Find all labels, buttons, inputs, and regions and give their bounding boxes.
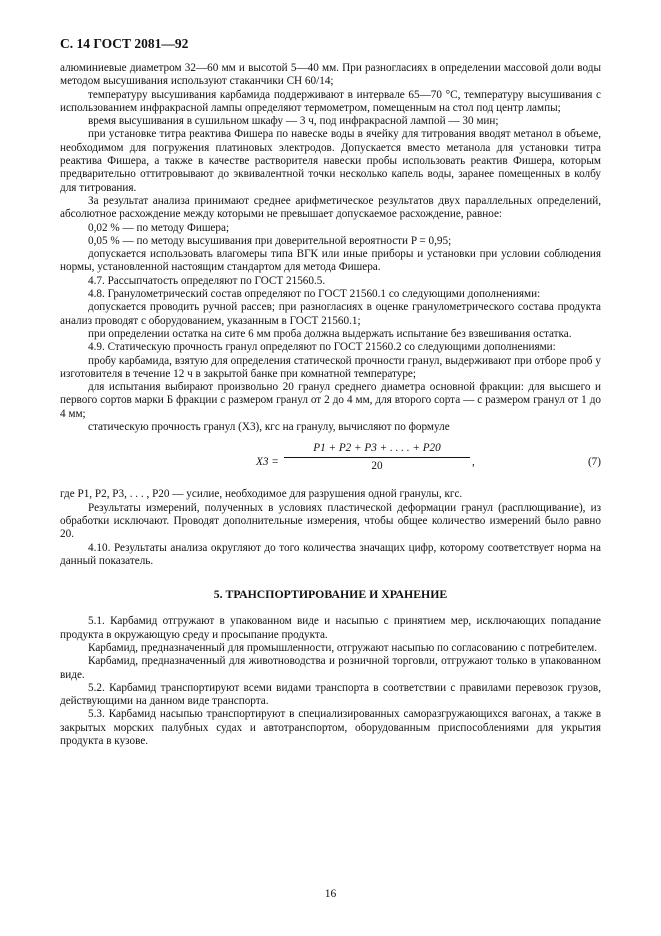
paragraph: допускается проводить ручной рассев; при разногласиях в оценке гранулометрического состава продукта анализ проводят с оборудованием, указанным в ГОСТ 21560.1; [60, 301, 601, 327]
paragraph: 5.2. Карбамид транспортируют всеми видами транспорта в соответствии с правилами перевозок грузов, действующими на данном виде транспорта. [60, 681, 601, 708]
paragraphs-top [60, 62, 601, 434]
paragraph: Результаты измерений, полученных в условиях пластической деформации гранул (расплющивание), из обработки исключают. Проводят дополнительные измерения, чтобы общее количество измерений было равно 20. [60, 501, 601, 541]
paragraph: допускается использовать влагомеры типа ВГК или иные приборы и установки при условии соблюдения нормы, установленной настоящим стандартом для метода Фишера. [60, 248, 601, 274]
paragraph: 0,05 % — по методу высушивания при доверительной вероятности P = 0,95; [88, 234, 452, 247]
paragraph: 5.3. Карбамид насыпью транспортируют в специализированных саморазгружающихся вагонах, а также в закрытых морских палубных судах и автотранспортом, оборудованным приспособлениями для укрытия продукта в кузове. [60, 708, 601, 748]
paragraph: 5.1. Карбамид отгружают в упакованном виде и насыпью с принятием мер, исключающих попадание продукта в окружающую среду и просыпание продукта. [60, 615, 601, 641]
paragraph: для испытания выбирают произвольно 20 гранул среднего диаметра основной фракции: для высшего и первого сортов марки Б фракции с размером гранул от 2 до 4 мм, для второго сорта — с размером гранул от 1 до 4 мм; [60, 381, 601, 420]
paragraphs-mid [60, 488, 601, 568]
paragraphs-bottom [60, 615, 601, 748]
paragraph: температуру высушивания карбамида поддерживают в интервале 65—70 °С, температуру высушивания с использованием инфракрасной лампы определяют термометром, помещенным на стол под центр лампы; [60, 88, 601, 114]
paragraph: 4.10. Результаты анализа округляют до того количества значащих цифр, которому соответствует норма на данный показатель. [60, 541, 601, 567]
paragraph: 0,02 % — по методу Фишера; [88, 221, 230, 234]
paragraph: За результат анализа принимают среднее арифметическое результатов двух параллельных определений, абсолютное расхождение между которыми не превышает допускаемое расхождение, равное: [60, 194, 601, 221]
section-heading: 5. ТРАНСПОРТИРОВАНИЕ И ХРАНЕНИЕ [213, 587, 448, 602]
formula-comma: , [472, 456, 475, 469]
paragraph: Карбамид, предназначенный для промышленности, отгружают насыпью по согласованию с потребителем. [88, 641, 598, 654]
paragraph: алюминиевые диаметром 32—60 мм и высотой 5—40 мм. При разногласиях в определении массовой доли воды методом высушивания используют стаканчики СН 60/14; [60, 62, 601, 88]
paragraph: Карбамид, предназначенный для животноводства и розничной торговли, отгружают только в упакованном виде. [60, 655, 601, 681]
paragraph: 4.9. Статическую прочность гранул определяют по ГОСТ 21560.2 со следующими дополнениями: [88, 341, 556, 354]
paragraph: время высушивания в сушильном шкафу — 3 ч, под инфракрасной лампой — 30 мин; [88, 115, 499, 128]
paragraph: где P1, P2, P3, . . . , P20 — усилие, необходимое для разрушения одной гранулы, кгс. [60, 488, 463, 501]
formula-fraction [284, 442, 470, 473]
formula-denominator: 20 [371, 459, 383, 472]
page-header: С. 14 ГОСТ 2081—92 [60, 36, 189, 51]
paragraph: 4.8. Гранулометрический состав определяют по ГОСТ 21560.1 со следующими дополнениями: [88, 288, 541, 301]
page-number: 16 [324, 888, 337, 900]
paragraph: статическую прочность гранул (X3), кгс на гранулу, вычисляют по формуле [88, 421, 450, 434]
formula-7 [60, 442, 601, 482]
paragraph: 4.7. Рассыпчатость определяют по ГОСТ 21560.5. [88, 274, 326, 287]
paragraph: при установке титра реактива Фишера по навеске воды в ячейку для титрования вводят метанол в объеме, необходимом для погружения платиновых электродов. Допускается вместо метанола для установки титра реактива Фишера, а также в качестве растворителя навески пробы использовать реактив Фишера, которым предварительно оттитровывают до эквивалентной точки несколько капель воды, заранее помещенных в колбу для титрования. [60, 128, 601, 194]
formula-numerator: P1 + P2 + P3 + . . . . + P20 [284, 442, 470, 457]
document-body [60, 62, 601, 748]
paragraph: при определении остатка на сите 6 мм проба должна выдержать испытание без взвешивания остатка. [88, 327, 572, 340]
paragraph: пробу карбамида, взятую для определения статической прочности гранул, выдерживают при отборе проб у изготовителя в течение 12 ч в закрытой банке при комнатной температуре; [60, 354, 601, 380]
formula-lhs: X3 = [256, 456, 279, 469]
formula-number: (7) [587, 456, 601, 469]
